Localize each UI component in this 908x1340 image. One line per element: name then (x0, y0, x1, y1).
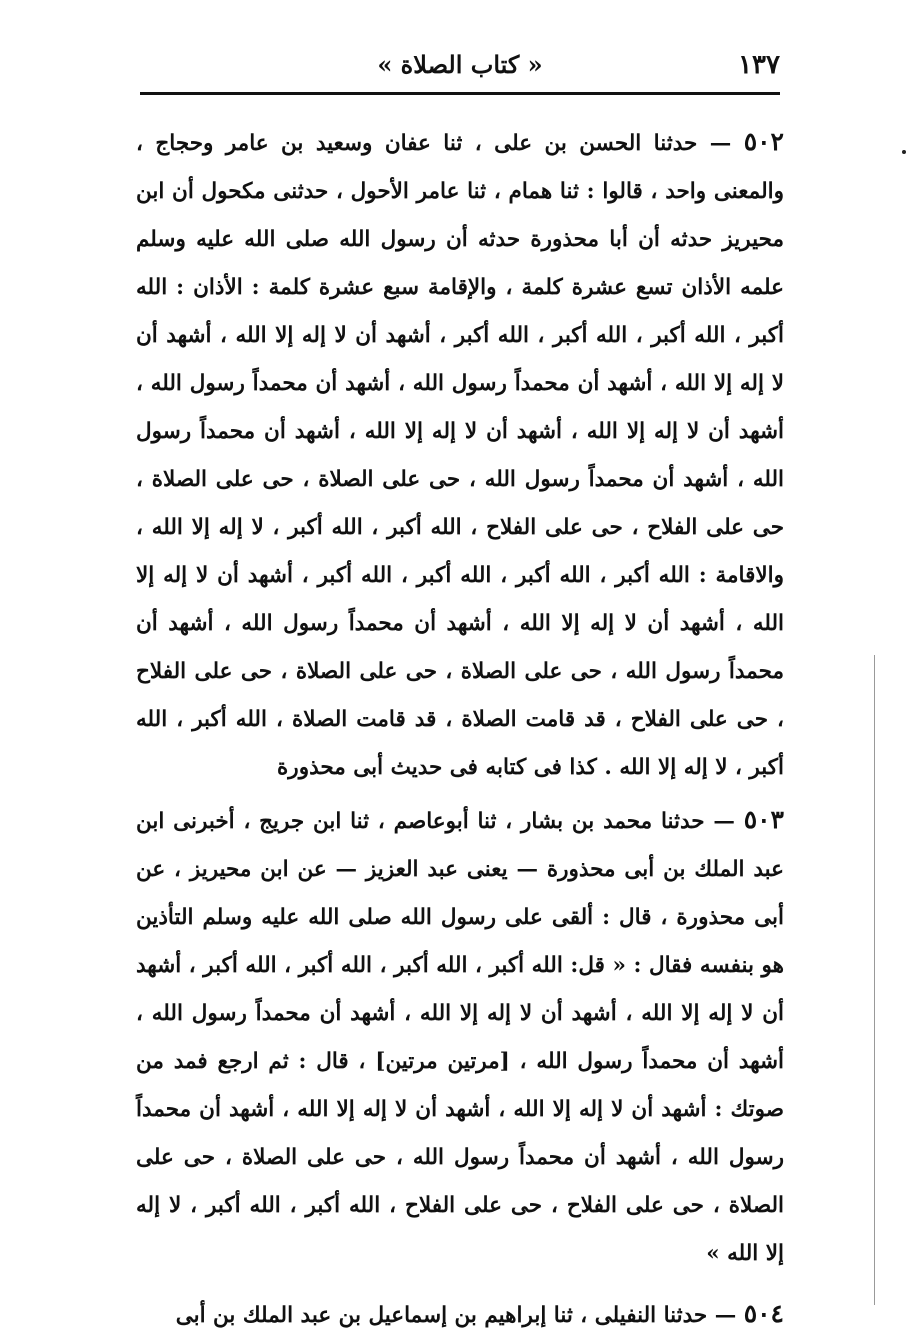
running-head: « كتاب الصلاة » (377, 50, 543, 79)
hadith-number: ٥٠٤ (743, 1299, 784, 1328)
hadith-text: — حدثنا النفيلى ، ثنا إبراهيم بن إسماعيل بن عبد الملك بن أبى (175, 1303, 737, 1328)
page-header (140, 44, 780, 84)
hadith-number: ٥٠٣ (743, 805, 784, 834)
hadith-number: ٥٠٢ (743, 127, 784, 156)
scan-margin-dot (902, 150, 906, 154)
scan-margin-line (874, 655, 875, 1305)
hadith-paragraph (136, 1290, 784, 1340)
hadith-text: — حدثنا محمد بن بشار ، ثنا أبوعاصم ، ثنا ابن جريج ، أخبرنى ابن عبد الملك بن أبى محذورة — يعنى عبد العزيز — عن ابن محيريز ، عن أبى محذورة ، قال : ألقى على رسول الله صلى الله عليه وسلم التأذين هو بنفسه فقال : « قل: الله أكبر ، الله أكبر ، الله أكبر ، الله أكبر ، أشهد أن لا إله إلا الله ، أشهد أن لا إله إلا الله ، أشهد أن محمداً رسول الله ، أشهد أن محمداً رسول الله ، [مرتين مرتين] ، قال : ثم ارجع فمد من صوتك : أشهد أن لا إله إلا الله ، أشهد أن لا إله إلا الله ، أشهد أن محمداً رسول الله ، أشهد أن محمداً رسول الله ، حى على الصلاة ، حى على الصلاة ، حى على الفلاح ، حى على الفلاح ، الله أكبر ، الله أكبر ، لا إله إلا الله » (136, 809, 784, 1266)
hadith-paragraph (136, 118, 784, 792)
hadith-paragraph (136, 796, 784, 1278)
main-text (136, 118, 784, 1340)
page-number: ١٣٧ (738, 50, 780, 80)
hadith-text: — حدثنا الحسن بن على ، ثنا عفان وسعيد بن عامر وحجاج ، والمعنى واحد ، قالوا : ثنا همام ، ثنا عامر الأحول ، حدثنى مكحول أن ابن محيريز حدثه أن أبا محذورة حدثه أن رسول الله صلى الله عليه وسلم علمه الأذان تسع عشرة كلمة ، والإقامة سبع عشرة كلمة : الأذان : الله أكبر ، الله أكبر ، الله أكبر ، الله أكبر ، أشهد أن لا إله إلا الله ، أشهد أن لا إله إلا الله ، أشهد أن محمداً رسول الله ، أشهد أن محمداً رسول الله ، أشهد أن لا إله إلا الله ، أشهد أن لا إله إلا الله ، أشهد أن محمداً رسول الله ، أشهد أن محمداً رسول الله ، حى على الصلاة ، حى على الصلاة ، حى على الفلاح ، حى على الفلاح ، الله أكبر ، الله أكبر ، لا إله إلا الله ، والاقامة : الله أكبر ، الله أكبر ، الله أكبر ، الله أكبر ، أشهد أن لا إله إلا الله ، أشهد أن لا إله إلا الله ، أشهد أن محمداً رسول الله ، أشهد أن محمداً رسول الله ، حى على الصلاة ، حى على الصلاة ، حى على الفلاح ، حى على الفلاح ، قد قامت الصلاة ، قد قامت الصلاة ، الله أكبر ، الله أكبر ، لا إله إلا الله . كذا فى كتابه فى حديث أبى محذورة (136, 131, 784, 780)
header-rule (140, 92, 780, 95)
